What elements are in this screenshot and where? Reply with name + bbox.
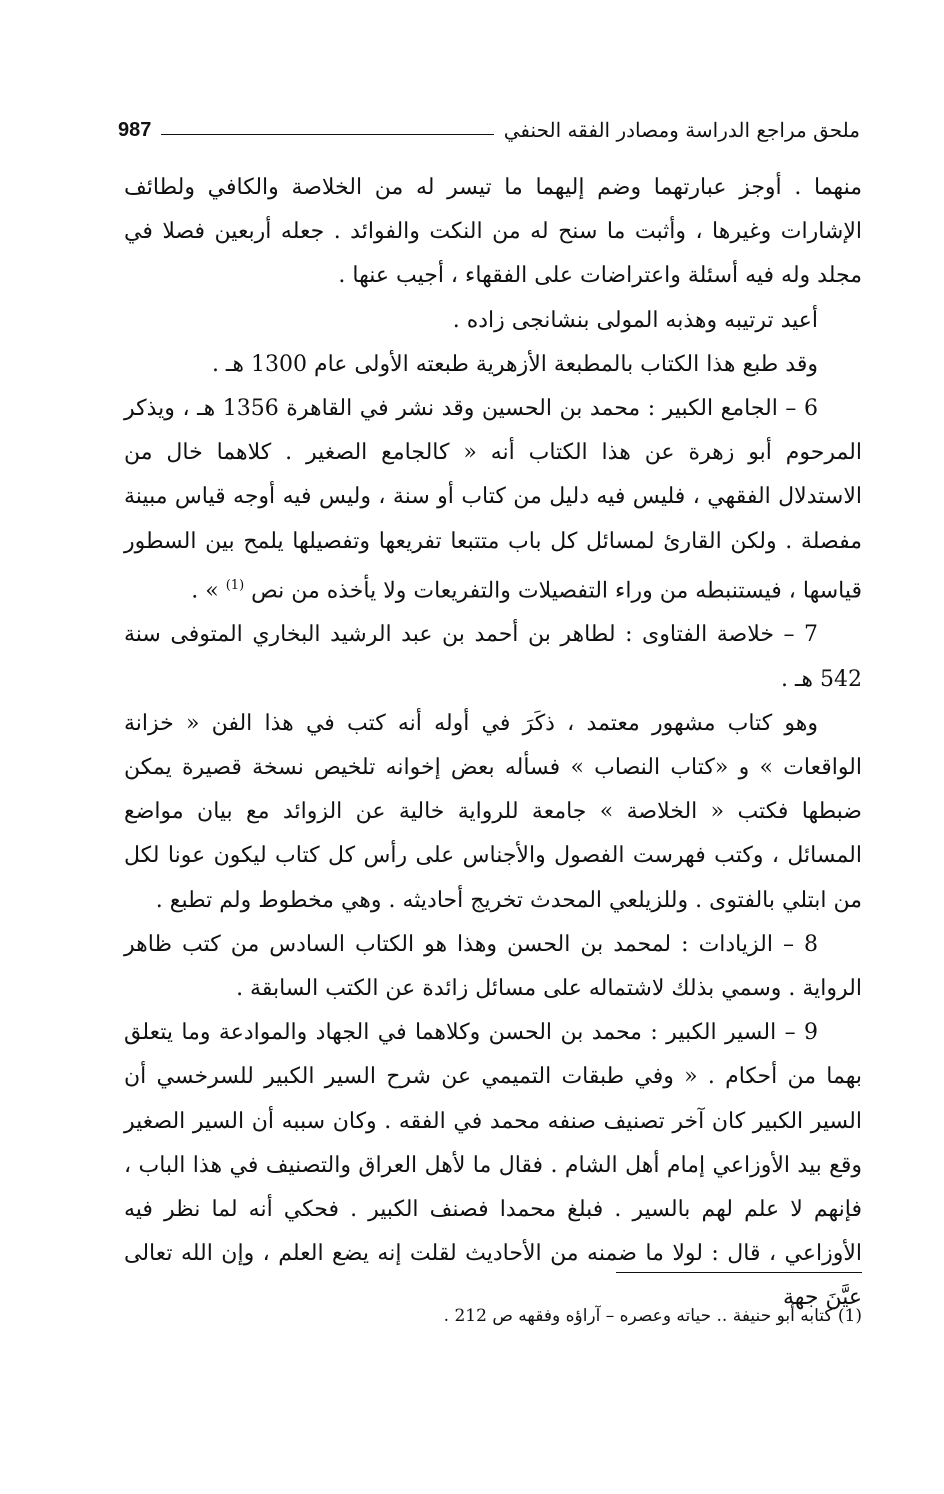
paragraph-item-7: 7 – خلاصة الفتاوى : لطاهر بن أحمد بن عبد الرشيد البخاري المتوفى سنة 542 هـ .	[124, 622, 862, 692]
paragraph-continuation: منهما . أوجز عبارتهما وضم إليهما ما تيسر له من الخلاصة والكافي ولطائف الإشارات وغيرها ، وأثبت ما سنح له من النكت والفوائد . جعله أربعين فصلا في مجلد وله فيه أسئلة واعتراضات على الفقهاء ، أجيب عنها .	[124, 175, 862, 289]
page-header	[118, 112, 860, 148]
body-text	[124, 166, 862, 1321]
paragraph-item-7-description: وهو كتاب مشهور معتمد ، ذكَرَ في أوله أنه كتب في هذا الفن « خزانة الواقعات » و «كتاب النصاب » فسأله بعض إخوانه تلخيص نسخة قصيرة يمكن ضبطها فكتب « الخلاصة » جامعة للرواية خالية عن الزوائد مع بيان مواضع المسائل ، وكتب فهرست الفصول والأجناس على رأس كل كتاب ليكون عونا لكل من ابتلي بالفتوى . وللزيلعي المحدث تخريج أحاديثه . وهي مخطوط ولم تطبع .	[124, 710, 862, 913]
page-number: 987	[118, 118, 152, 141]
paragraph-item-8: 8 – الزيادات : لمحمد بن الحسن وهذا هو الكتاب السادس من كتب ظاهر الرواية . وسمي بذلك لاشتماله على مسائل زائدة عن الكتب السابقة .	[124, 931, 862, 1001]
paragraph-item-6	[124, 387, 862, 613]
paragraph-revision: أعيد ترتيبه وهذبه المولى بنشانجى زاده .	[452, 307, 818, 333]
running-head: ملحق مراجع الدراسة ومصادر الفقه الحنفي	[503, 118, 860, 142]
item-6-text: 6 – الجامع الكبير : محمد بن الحسين وقد نشر في القاهرة 1356 هـ ، ويذكر المرحوم أبو زهرة عن هذا الكتاب أنه « كالجامع الصغير . كلاهما خال من الاستدلال الفقهي ، فليس فيه دليل من كتاب أو سنة ، وليس فيه أوجه قياس مبينة مفصلة . ولكن القارئ لمسائل كل باب متتبعا تفريعها وتفصيلها يلمح بين السطور قياسها ، فيستنبطه من وراء التفصيلات والتفريعات ولا يأخذه من نص	[124, 396, 862, 604]
paragraph-item-9: 9 – السير الكبير : محمد بن الحسن وكلاهما في الجهاد والموادعة وما يتعلق بهما من أحكام . « وفي طبقات التميمي عن شرح السير الكبير للسرخسي أن السير الكبير كان آخر تصنيف صنفه محمد في الفقه . وكان سببه أن السير الصغير وقع بيد الأوزاعي إمام أهل الشام . فقال ما لأهل العراق والتصنيف في هذا الباب ، فإنهم لا علم لهم بالسير . فبلغ محمدا فصنف الكبير . فحكي أنه لما نظر فيه الأوزاعي ، قال : لولا ما ضمنه من الأحاديث لقلت إنه يضع العلم ، وإن الله تعالى عيَّنَ جهة	[124, 1020, 862, 1311]
footnote: (1) كتابه أبو حنيفة .. حياته وعصره – آراؤه وفقهه ص 212 .	[443, 1306, 862, 1326]
item-6-closing: » .	[191, 578, 226, 604]
paragraph-printing: وقد طبع هذا الكتاب بالمطبعة الأزهرية طبعته الأولى عام 1300 هـ .	[211, 351, 818, 377]
footnote-rule	[616, 1272, 862, 1273]
header-rule	[161, 134, 493, 135]
footnote-reference: (1)	[225, 577, 245, 593]
